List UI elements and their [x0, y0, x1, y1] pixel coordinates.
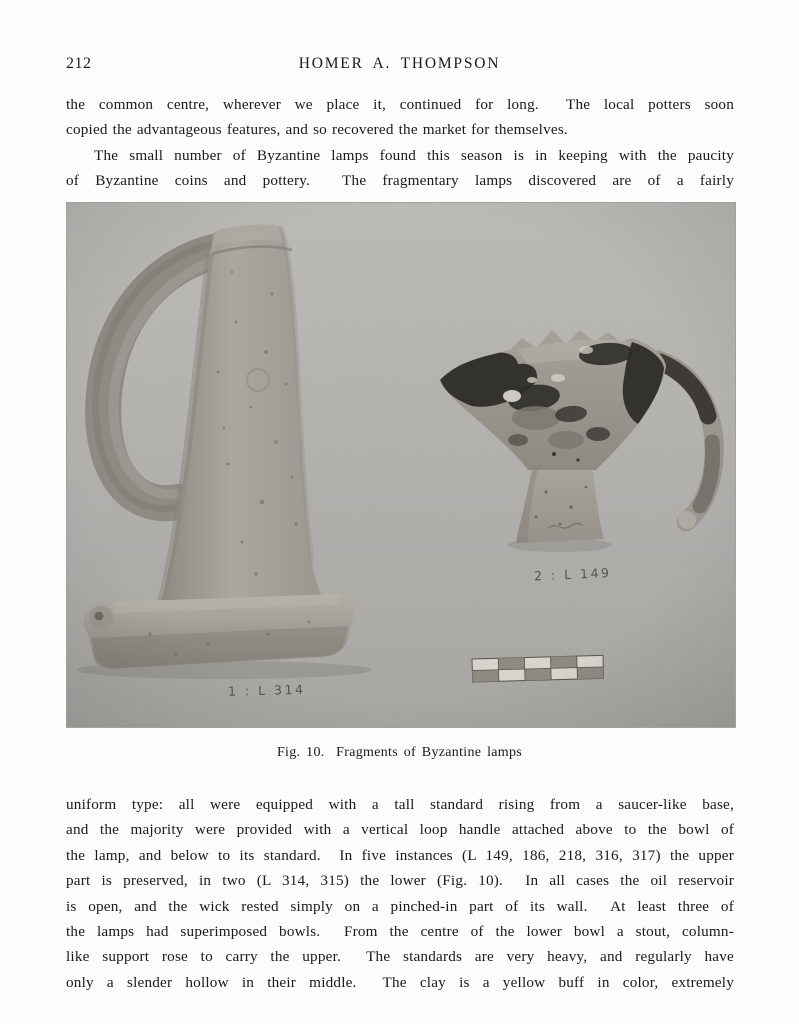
photo-vignette	[66, 202, 736, 728]
paragraph-top-1	[66, 92, 734, 143]
text-line: the common centre, wherever we place it, continued for long. The local potters soon	[66, 96, 734, 113]
running-head: HOMER A. THOMPSON	[298, 55, 501, 72]
figure-caption: Fig. 10. Fragments of Byzantine lamps	[276, 745, 523, 760]
text-line: the lamps had superimposed bowls. From the centre of the lower bowl a stout, column-	[66, 922, 734, 940]
text-line: part is preserved, in two (L 314, 315) the lower (Fig. 10). In all cases the oil reservoir	[66, 872, 734, 890]
text-line: copied the advantageous features, and so recovered the market for themselves.	[66, 121, 568, 139]
text-line: the lamp, and below to its standard. In five instances (L 149, 186, 218, 316, 317) the upper	[66, 846, 734, 864]
paragraph-bottom	[66, 792, 734, 995]
text-line: uniform type: all were equipped with a tall standard rising from a saucer-like base,	[66, 796, 734, 813]
text-line: The small number of Byzantine lamps found this season is in keeping with the paucity	[94, 147, 734, 164]
text-line: and the majority were provided with a vertical loop handle attached above to the bowl of	[66, 821, 734, 839]
text-line: like support rose to carry the upper. The standards are very heavy, and regularly have	[66, 948, 734, 966]
paragraph-top-2	[66, 143, 734, 194]
text-line: is open, and the wick rested simply on a pinched-in part of its wall. At least three of	[66, 897, 734, 915]
page-number: 212	[66, 55, 92, 72]
text-line: of Byzantine coins and pottery. The fragmentary lamps discovered are of a fairly	[66, 172, 734, 190]
byzantine-lamps-photo	[66, 202, 736, 728]
figure-photo	[66, 202, 736, 728]
text-line: only a slender hollow in their middle. The clay is a yellow buff in color, extremely	[66, 973, 734, 991]
